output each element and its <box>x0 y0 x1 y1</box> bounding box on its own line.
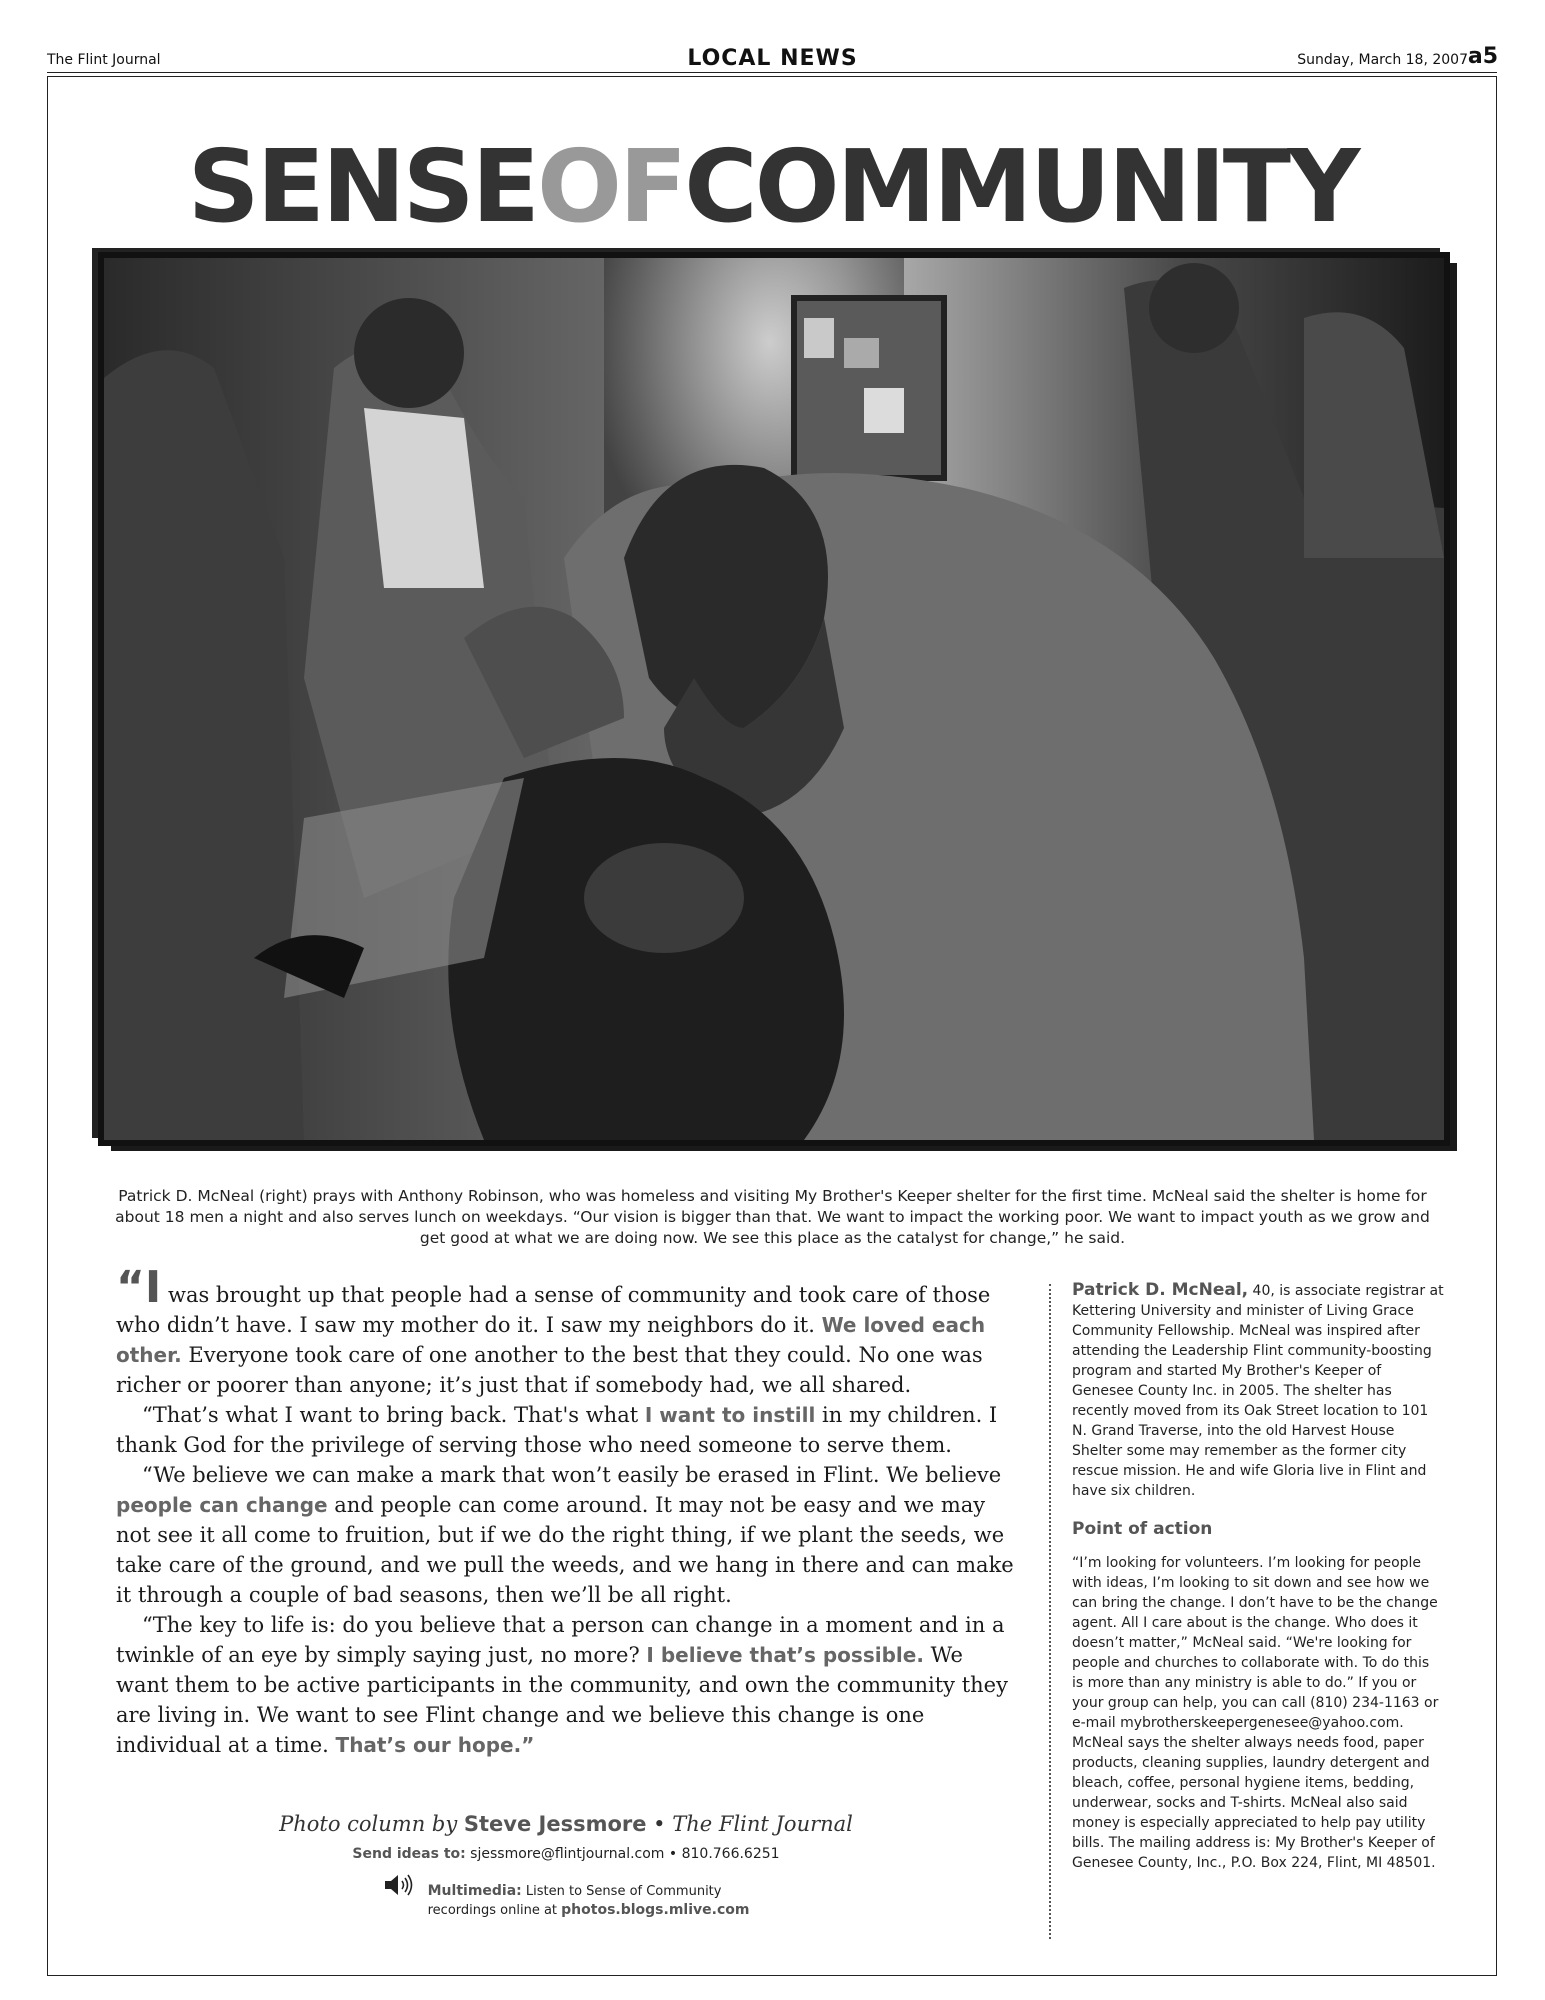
headline <box>0 128 1545 245</box>
multimedia-line1: Listen to Sense of Community <box>521 1884 722 1899</box>
point-of-action-text: “I’m looking for volunteers. I’m looking for people with ideas, I’m looking to sit down and see how we can bring the change. I don’t have to be the change agent. All I care about is the change. Who does it doesn’t matter,” McNeal said. “We're looking for people and churches to collaborate with. To do this is more than any ministry is able to do.” If you or your group can help, you can call (810) 234-1163 or e-mail mybrotherskeepergenesee@yahoo.com. McNeal says the shelter always needs food, paper products, cleaning supplies, laundry detergent and bleach, coffee, personal hygiene items, bedding, underwear, socks and T-shirts. McNeal also said money is especially appreciated to help pay utility bills. The mailing address is: My Brother's Keeper of Genesee County, Inc., P.O. Box 224, Flint, MI 48501. <box>1072 1555 1439 1871</box>
speaker-icon <box>383 1872 417 1902</box>
quote-text: “We believe we can make a mark that won’t easily be erased in Flint. We believe <box>142 1463 1002 1487</box>
quote-highlight: I believe that’s possible. <box>646 1643 924 1667</box>
column-divider <box>1049 1284 1051 1939</box>
bio-paragraph <box>1072 1280 1444 1501</box>
quote-highlight: That’s our hope.” <box>335 1733 535 1757</box>
send-ideas-label: Send ideas to: <box>352 1846 466 1862</box>
quote-text: “The key to life is: do you believe that a person can change in a moment and in a twinkle of an eye by simply saying just, no more? <box>116 1613 1005 1667</box>
quote-column <box>116 1262 1016 1760</box>
byline <box>116 1812 1016 1836</box>
quote-paragraph <box>116 1460 1016 1610</box>
quote-text: and people can come around. It may not be easy and we may not see it all come to fruition, but if we do the right thing, if we plant the seeds, we take care of the ground, and we pull the weeds, and we hang in there and can make it through a couple of bad seasons, then we’ll be all right. <box>116 1493 1014 1607</box>
quote-highlight: people can change <box>116 1493 328 1517</box>
quote-text: Everyone took care of one another to the best that they could. No one was richer or poorer than anyone; it’s just that if somebody had, we all shared. <box>116 1343 983 1397</box>
quote-text: was brought up that people had a sense of community and took care of those who didn’t have. I saw my mother do it. I saw my neighbors do it. <box>116 1283 991 1337</box>
headline-community: COMMUNITY <box>684 128 1358 245</box>
quote-paragraph <box>116 1400 1016 1460</box>
quote-highlight: I want to instill <box>644 1403 816 1427</box>
byline-prefix: Photo column by <box>279 1812 464 1836</box>
quote-paragraph <box>116 1262 1016 1400</box>
author-name: Steve Jessmore <box>463 1812 647 1836</box>
headline-of: OF <box>536 128 685 245</box>
send-ideas <box>116 1846 1016 1862</box>
main-photo <box>104 258 1444 1140</box>
bio-name: Patrick D. McNeal, <box>1072 1280 1249 1300</box>
drop-quote: “I <box>116 1262 162 1313</box>
quote-paragraph <box>116 1610 1016 1760</box>
issue-date: Sunday, March 18, 2007 <box>1297 52 1468 68</box>
photo-caption: Patrick D. McNeal (right) prays with Anthony Robinson, who was homeless and visiting My Brother's Keeper shelter for the first time. McNeal said the shelter is home for about 18 men a night and also serves lunch on weekdays. “Our vision is bigger than that. We want to impact the working poor. We want to impact youth as we grow and get good at what we are doing now. We see this place as the catalyst for change,” he said. <box>115 1187 1430 1247</box>
multimedia-text <box>428 1882 750 1920</box>
multimedia-line2: recordings online at <box>427 1903 562 1918</box>
send-ideas-contact: sjessmore@flintjournal.com • 810.766.6251 <box>465 1846 780 1862</box>
masthead <box>47 44 1498 74</box>
quote-text: We want them to be active participants in the community, and own the community they are living in. We want to see Flint change and we believe this change is one individual at a time. <box>116 1643 1008 1757</box>
page-number: a5 <box>1467 44 1498 69</box>
bio-text: 40, is associate registrar at Kettering University and minister of Living Grace Community Fellowship. McNeal was inspired after attending the Leadership Flint community-boosting program and started My Brother's Keeper of Genesee County Inc. in 2005. The shelter has recently moved from its Oak Street location to 101 N. Grand Traverse, into the old Harvest House Shelter some may remember as the former city rescue mission. He and wife Gloria live in Flint and have six children. <box>1072 1283 1444 1499</box>
headline-sense: SENSE <box>187 128 537 245</box>
photo-credit <box>116 1812 1016 1920</box>
point-of-action-heading: Point of action <box>1072 1519 1213 1539</box>
multimedia-label: Multimedia: <box>427 1883 522 1899</box>
byline-suffix: • The Flint Journal <box>646 1812 853 1836</box>
section-title: LOCAL NEWS <box>687 46 858 71</box>
quote-text: “That’s what I want to bring back. That's what <box>142 1403 645 1427</box>
sidebar <box>1072 1280 1444 1873</box>
multimedia-link[interactable]: photos.blogs.mlive.com <box>561 1902 750 1918</box>
masthead-rule <box>47 72 1497 73</box>
paper-name: The Flint Journal <box>47 52 161 68</box>
quote-text: in my children. I thank God for the privilege of serving those who need someone to serve them. <box>116 1403 998 1457</box>
photo-illustration <box>104 258 1444 1140</box>
quote-highlight: We loved each other. <box>116 1313 986 1367</box>
multimedia <box>116 1872 1016 1920</box>
